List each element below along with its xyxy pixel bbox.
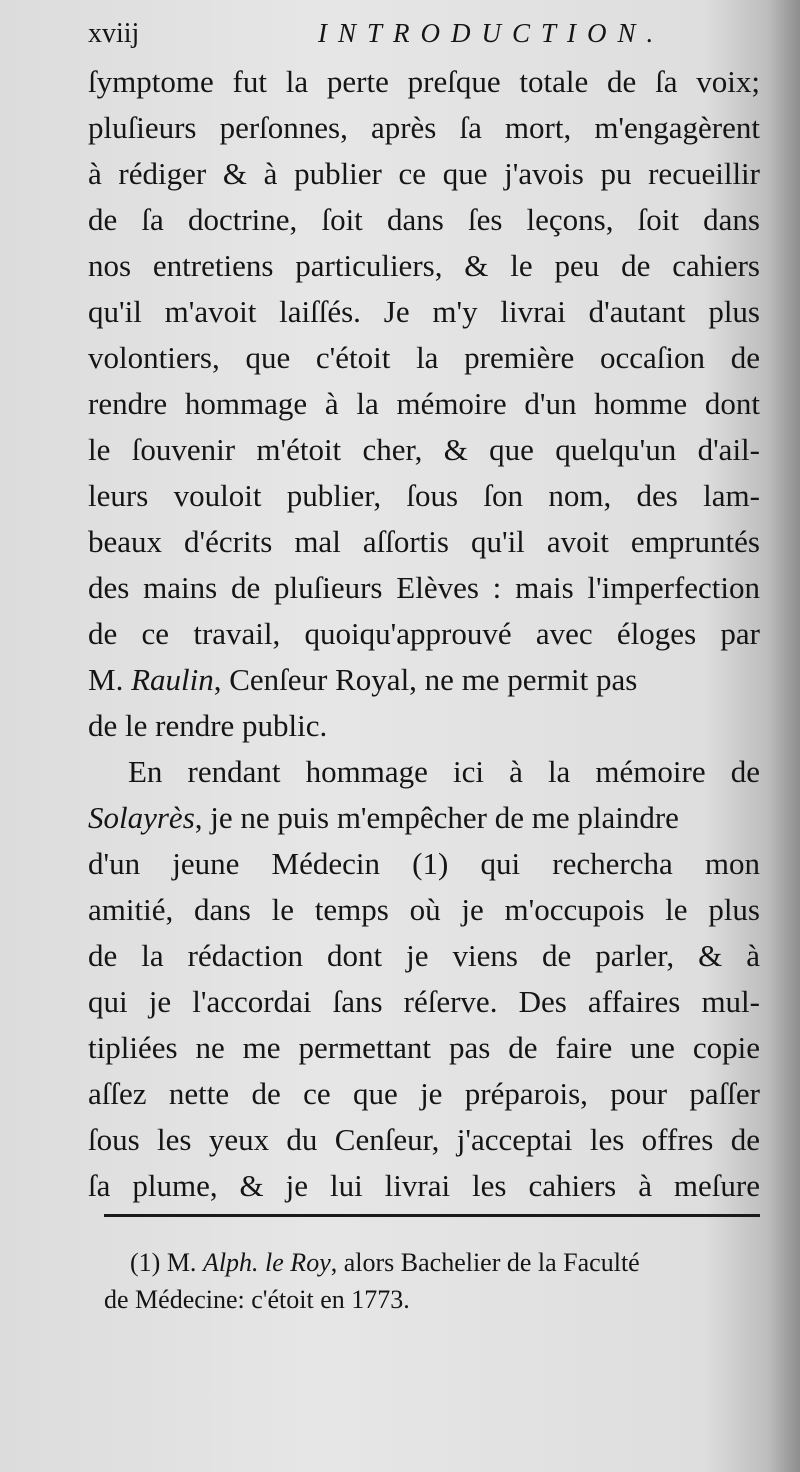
text-segment: , je ne puis m'empêcher de me plaindre <box>194 800 679 835</box>
text-segment: , Cenſeur Royal, ne me permit pas <box>213 662 638 697</box>
text-line <box>88 658 760 702</box>
footnote-text: , alors Bachelier de la Faculté <box>330 1248 640 1277</box>
footnote-line: de Médecine: c'étoit en 1773. <box>104 1285 410 1314</box>
text-line: de le rendre public. <box>88 708 328 743</box>
page-number: xviij <box>88 18 140 49</box>
name-raulin: Raulin <box>131 662 214 697</box>
text-line: d'un jeune Médecin (1) qui rechercha mon <box>88 846 760 881</box>
text-line: rendre hommage à la mémoire d'un homme dont <box>88 386 760 421</box>
text-line: ſymptome fut la perte preſque totale de ſa voix; <box>88 64 760 99</box>
footnote-marker: (1) M. <box>130 1248 203 1277</box>
text-line: qu'il m'avoit laiſſés. Je m'y livrai d'autant plus <box>88 294 760 329</box>
text-line: de ce travail, quoiqu'approuvé avec éloges par <box>88 616 760 651</box>
text-line: à rédiger & à publier ce que j'avois pu recueillir <box>88 156 760 191</box>
text-line: de ſa doctrine, ſoit dans ſes leçons, ſoit dans <box>88 202 760 237</box>
text-line: tipliées ne me permettant pas de faire une copie <box>88 1030 760 1065</box>
name-alph-le-roy: Alph. le Roy <box>202 1248 331 1277</box>
footnote-rule <box>104 1214 760 1217</box>
text-line: ſa plume, & je lui livrai les cahiers à meſure <box>88 1168 760 1203</box>
text-line: ſous les yeux du Cenſeur, j'acceptai les offres de <box>88 1122 760 1157</box>
text-line: beaux d'écrits mal aſſortis qu'il avoit empruntés <box>88 524 760 559</box>
text-segment: M. <box>88 662 132 697</box>
text-line: aſſez nette de ce que je préparois, pour paſſer <box>88 1076 760 1111</box>
text-line <box>88 796 760 840</box>
page-header <box>88 18 748 58</box>
text-line: pluſieurs perſonnes, après ſa mort, m'engagèrent <box>88 110 760 145</box>
text-line: En rendant hommage ici à la mémoire de <box>128 754 760 789</box>
text-line: volontiers, que c'étoit la première occaſion de <box>88 340 760 375</box>
name-solayres: Solayrès <box>88 800 195 835</box>
text-line: nos entretiens particuliers, & le peu de cahiers <box>88 248 760 283</box>
text-line: qui je l'accordai ſans réſerve. Des affaires mul- <box>88 984 760 1019</box>
footnote-line <box>130 1246 764 1280</box>
text-line: le ſouvenir m'étoit cher, & que quelqu'un d'ail- <box>88 432 760 467</box>
running-title: INTRODUCTION. <box>318 18 665 48</box>
text-line: amitié, dans le temps où je m'occupois le plus <box>88 892 760 927</box>
text-line: de la rédaction dont je viens de parler, & à <box>88 938 760 973</box>
text-line: des mains de pluſieurs Elèves : mais l'imperfection <box>88 570 760 605</box>
text-line: leurs vouloit publier, ſous ſon nom, des lam- <box>88 478 760 513</box>
